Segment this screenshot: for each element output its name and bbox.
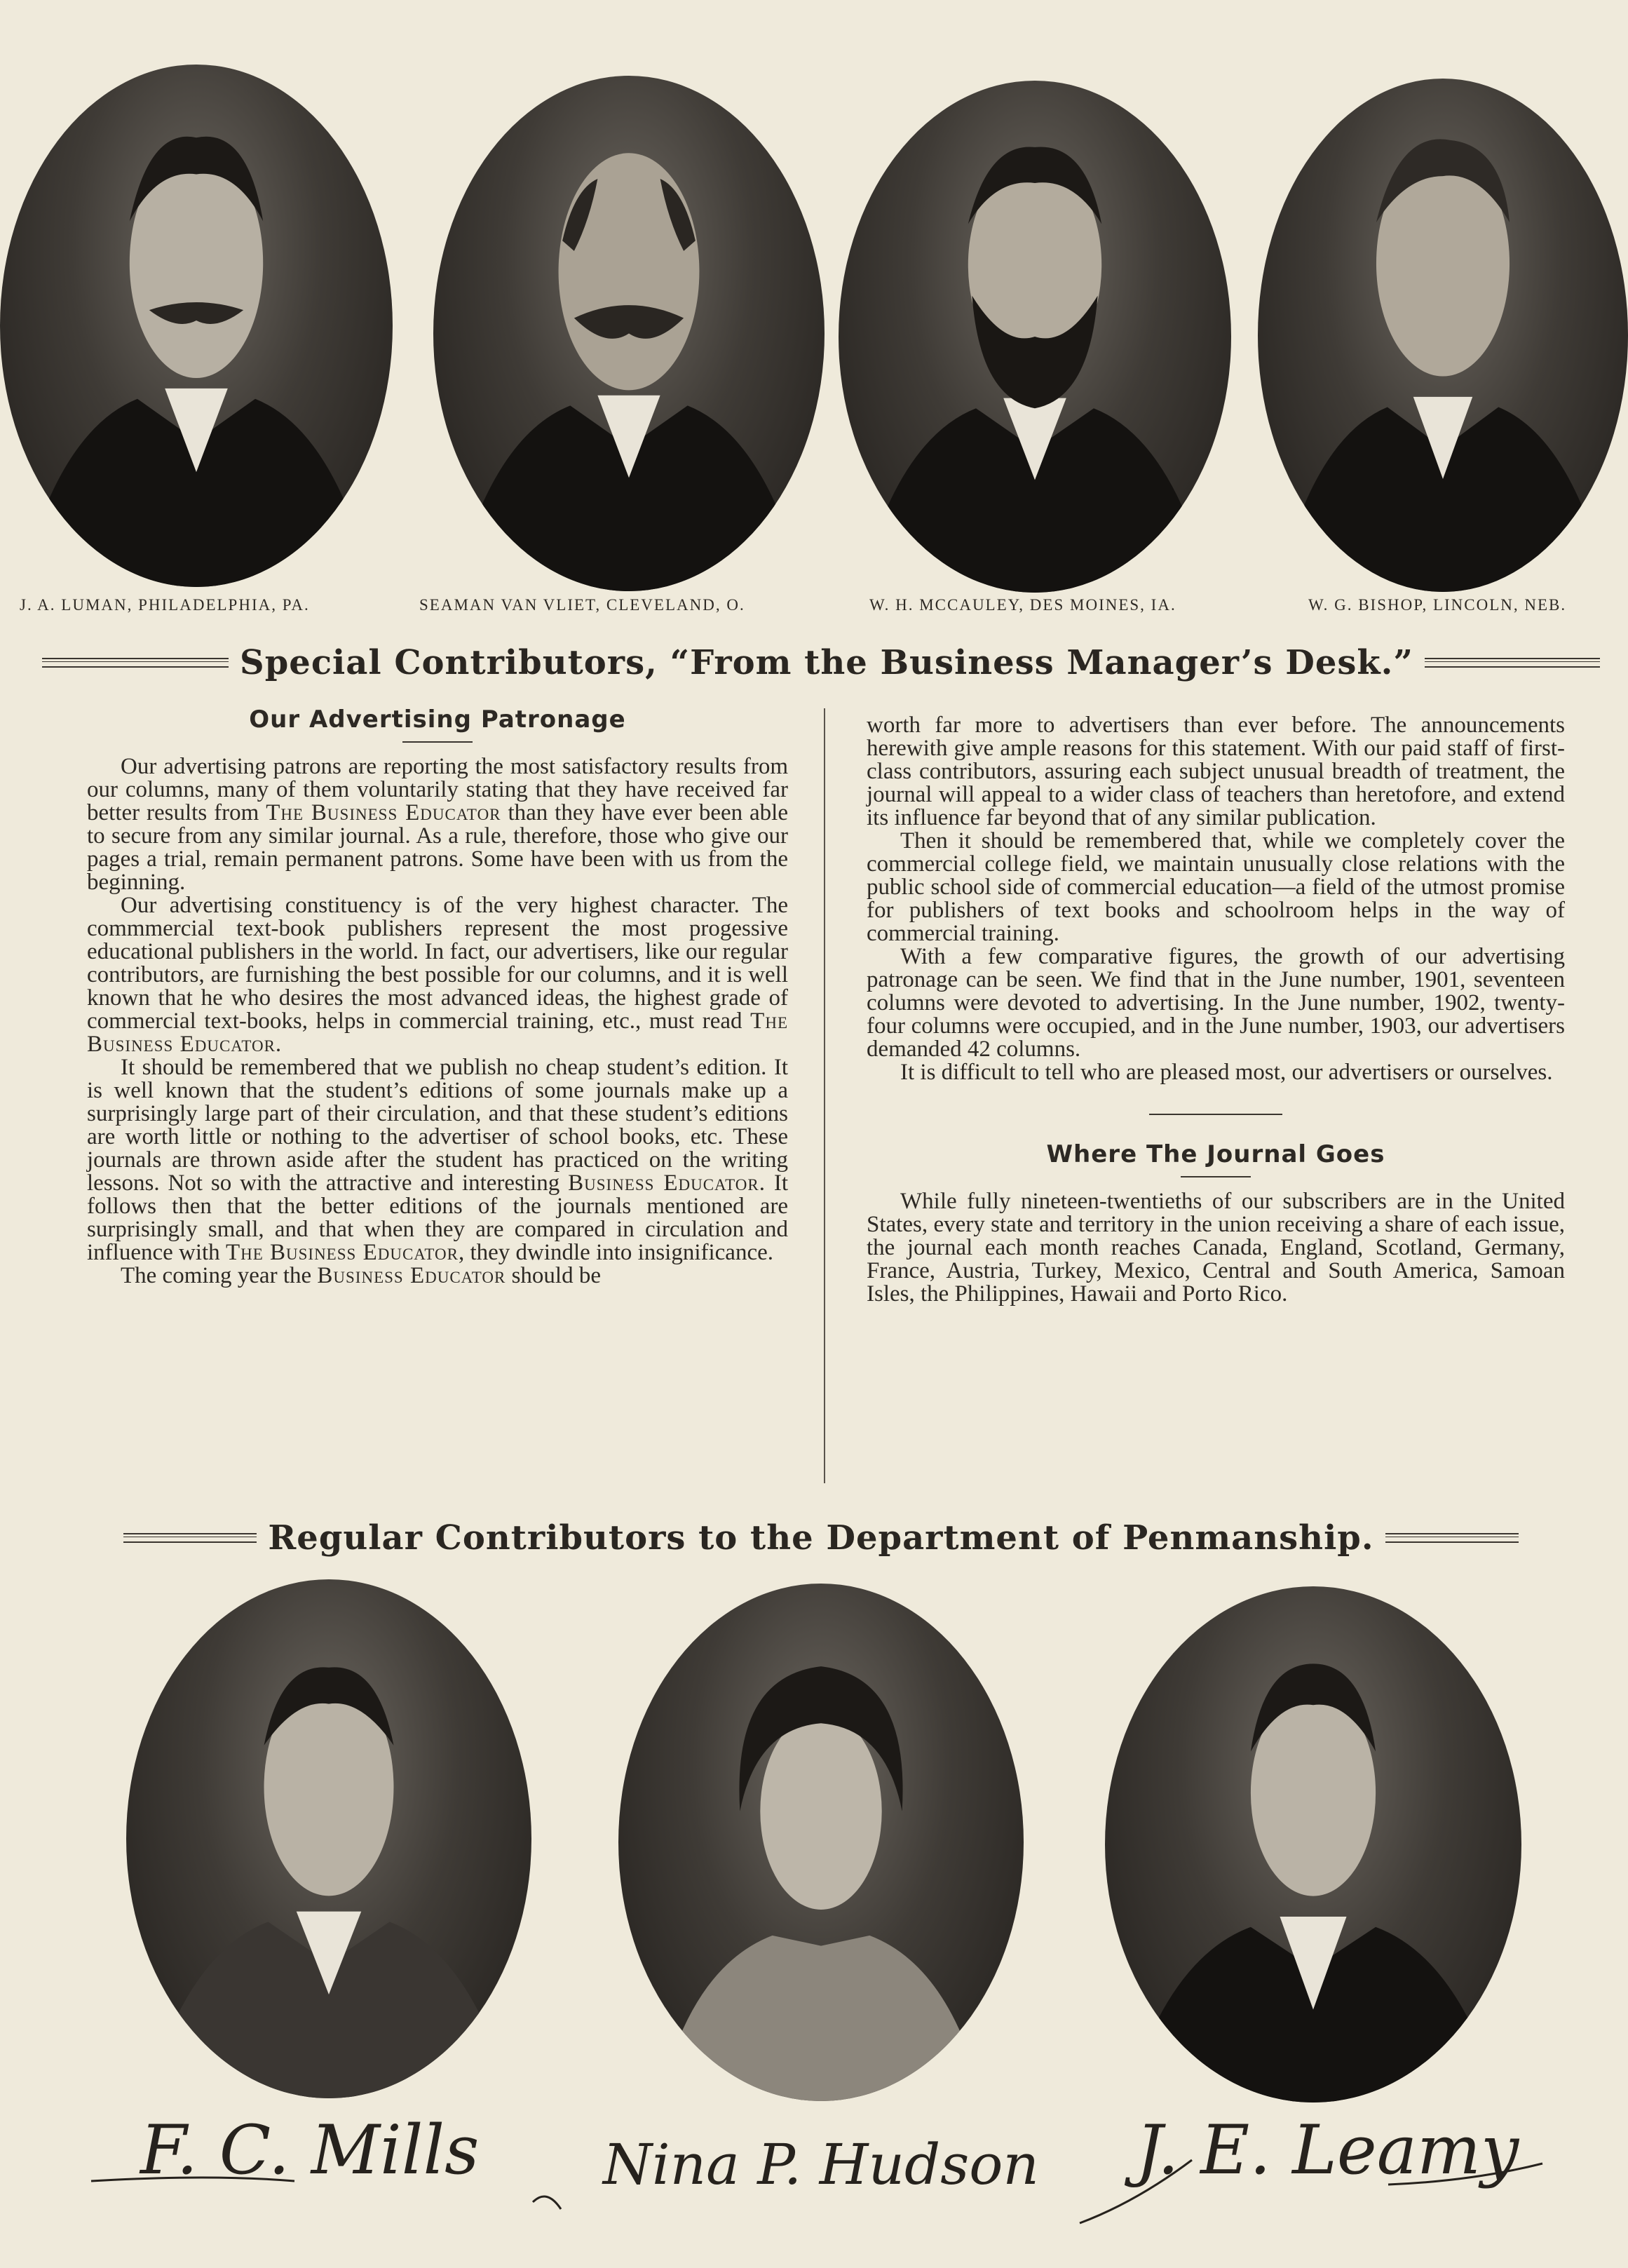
portrait-bishop [1258,79,1628,592]
banner-special-contributors [42,638,1600,687]
left-column [87,708,788,1288]
banner-rule-right [1425,658,1600,668]
paragraph: The coming year the Business Educator should be [121,1263,601,1288]
signature-hudson: Nina P. Hudson [603,2132,1039,2197]
column-divider [824,708,825,1483]
banner-regular-contributors [42,1513,1600,1562]
signature-leamy: J. E. Leamy [1136,2111,1519,2189]
portrait-hudson [618,1584,1024,2101]
portrait-figure [839,81,1231,593]
portrait-figure [433,76,825,591]
portrait-van-vliet [433,76,825,591]
portrait-figure [0,65,393,587]
portrait-leamy [1105,1586,1521,2102]
caption-mccauley: W. H. MCCAULEY, DES MOINES, IA. [869,596,1176,614]
heading-rule [1181,1176,1251,1177]
portrait-figure [1105,1586,1521,2102]
portrait-figure [618,1584,1024,2101]
caption-bishop: W. G. BISHOP, LINCOLN, NEB. [1308,596,1567,614]
paragraph: It should be remembered that we publish no cheap student’s edition. It is well known that the student’s editions of some journals make up a surprisingly large part of their circulation, and that these student’s editions are worth little or nothing to the advertiser of school books, etc. These journals are thrown aside after the student has practiced on the writing lessons. Not so with the attractive and interesting Business Educator. It follows then that the better editions of the journals mentioned are surprisingly small, and that when they are compared in circulation and influence with The Business Educator, they dwindle into insignificance. [87,1055,788,1265]
banner-rule-left [42,658,229,668]
portrait-mccauley [839,81,1231,593]
paragraph: While fully nineteen-twentieths of our subscribers are in the United States, every state and territory in the union receiving a share of each issue, the journal each month reaches Canada, England, Scotland, Germany, France, Austria, Turkey, Mexico, Central and South America, Samoan Isles, the Philippines, Hawaii and Porto Rico. [867,1189,1565,1307]
portrait-figure [1258,79,1628,592]
banner-regular-title: Regular Contributors to the Department of Penmanship. [268,1518,1374,1558]
heading-where-journal-goes: Where The Journal Goes [1046,1140,1385,1168]
banner-rule-left [123,1533,257,1543]
paragraph: Our advertising patrons are reporting the most satisfactory results from our columns, many of them voluntarily stating that they have received far better results from The Business Educator than they have ever been able to secure from any similar journal. As a rule, therefore, those who give our pages a trial, remain permanent patrons. Some have been with us from the beginning. [87,754,789,895]
heading-rule [402,741,473,743]
right-column [867,714,1565,1306]
paragraph: Then it should be remembered that, while we completely cover the commercial college field, we maintain unusually close relations with the public school side of commercial education—a field of the utmost promise for publishers of text books and schoolroom helps in the way of commercial training. [867,828,1565,946]
paragraph: worth far more to advertisers than ever before. The announcements herewith give ample reasons for this statement. With our paid staff of first-class contributors, assuring each subject unusual breadth of treatment, the journal will appeal to a wider class of teachers than heretofore, and extend its influence far beyond that of any similar publication. [867,713,1565,830]
signature-mills: F. C. Mills [140,2111,480,2189]
portrait-mills [126,1579,531,2098]
caption-luman: J. A. LUMAN, PHILADELPHIA, PA. [20,596,310,614]
signature-flourishes [0,2097,1628,2237]
caption-van-vliet: SEAMAN VAN VLIET, CLEVELAND, O. [419,596,745,614]
portrait-figure [126,1579,531,2098]
heading-advertising-patronage: Our Advertising Patronage [249,706,626,734]
paragraph: With a few comparative figures, the growth of our advertising patronage can be seen. We find that in the June number, 1901, seventeen columns were devoted to advertising. In the June number, 1902, twenty-four columns were occupied, and in the June number, 1903, our advertisers demanded 42 columns. [867,944,1565,1062]
banner-rule-right [1385,1533,1519,1543]
banner-special-title: Special Contributors, “From the Business Manager’s Desk.” [240,643,1413,682]
section-rule [1149,1114,1282,1115]
portrait-luman [0,65,393,587]
paragraph: It is difficult to tell who are pleased most, our advertisers or ourselves. [900,1060,1553,1085]
paragraph: Our advertising constituency is of the very highest character. The commmercial text-book publishers represent the most progessive educational publishers in the world. In fact, our advertisers, like our regular contributors, are furnishing the best possible for our columns, and it is well known that he who desires the most advanced ideas, the highest grade of commercial text-books, helps in commercial training, etc., must read The Business Educator. [87,893,788,1057]
